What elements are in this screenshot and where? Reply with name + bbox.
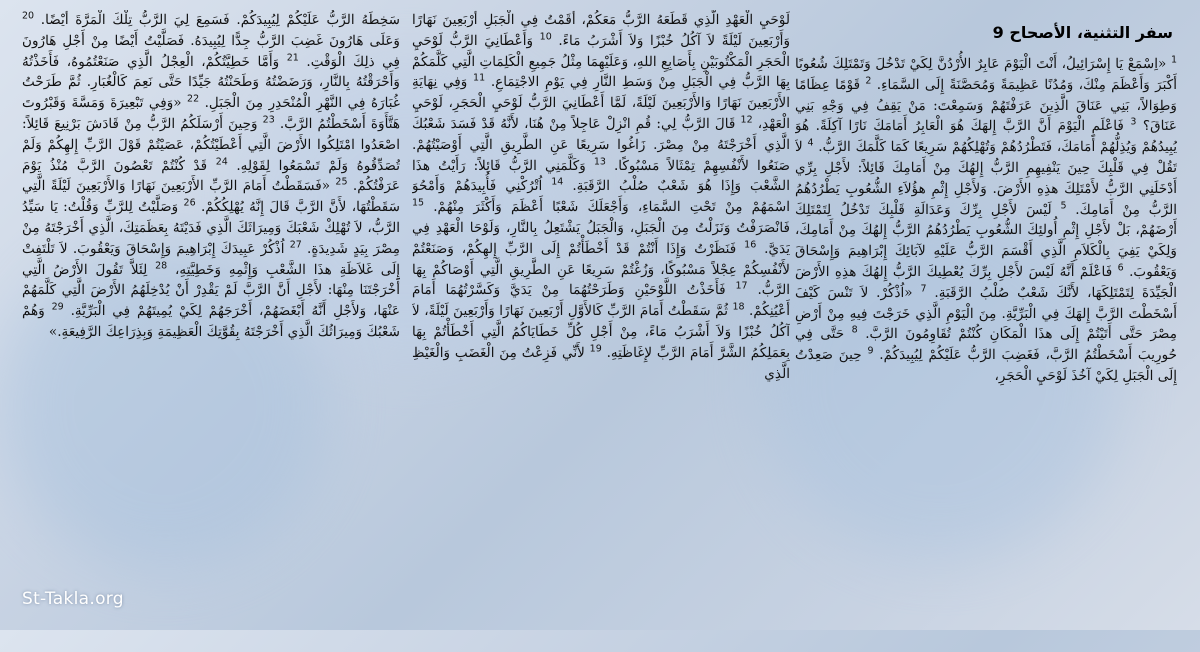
- verse-number: 11: [473, 72, 486, 84]
- verse-number: 8: [851, 324, 858, 336]
- verse-number: 2: [865, 75, 872, 87]
- verse-text: وَأَمَّا خَطِيَّتُكُمْ، الْعِجْلُ الَّذِي صَنَعْتُمُوهُ، فَأَخَذْتُهُ وَأَحْرَقْتُهُ بِالنَّارِ، وَرَضَضْتُهُ وَطَحَنْتُهُ جَيِّدًا حَتَّى نَعِمَ كَالْغُبَارِ. ثُمَّ طَرَحْتُ غُبَارَهُ فِي النَّهْرِ الْمُنْحَدِرِ مِنَ الْجَبَلِ.: [22, 53, 400, 112]
- verse-text: قَوْمًا عِظَامًا وَطِوَالاً، بَنِي عَنَاقَ الَّذِينَ عَرَفْتَهُمْ وَسَمِعْتَ: مَنْ يَقِفُ فِي وَجْهِ بَنِي عَنَاقَ؟: [795, 76, 1177, 135]
- verse-text: وَصَلَّيْتُ لِلرَّبِّ وَقُلْتُ: يَا سَيِّدُ الرَّبُّ، لاَ تُهْلِكْ شَعْبَكَ وَمِيرَاثَكَ الَّذِي فَدَيْتَهُ بِعَظَمَتِكَ، الَّذِي أَخْرَجْتَهُ مِنْ مِصْرَ بِيَدٍ شَدِيدَةٍ.: [22, 199, 400, 257]
- verse-number: 12: [740, 114, 753, 126]
- verse-number: 4: [807, 137, 814, 149]
- verse-number: 26: [183, 197, 196, 209]
- verse-text: فَنَظَرْتُ وَإِذَا أَنْتُمْ قَدْ أَخْطَأْتُمْ إِلَى الرَّبِّ إِلهِكُمْ، وَصَنَعْتُمْ لأَنْفُسِكُمْ عِجْلاً مَسْبُوكًا، وَزُغْتُمْ سَرِيعًا عَنِ الطَّرِيقِ الَّتِي أَوْصَاكُمْ بِهَا الرَّبُّ.: [412, 240, 790, 299]
- verse-number: 3: [1130, 116, 1137, 128]
- verse-number: 13: [593, 156, 606, 168]
- verse-text: «اِسْمَعْ يَا إِسْرَائِيلُ، أَنْتَ الْيَوْمَ عَابِرٌ الأُرْدُنَّ لِكَيْ تَدْخُلَ وَتَمْتَلِكَ شُعُوبًا أَكْبَرَ وَأَعْظَمَ مِنْكَ، وَمُدُنًا عَظِيمَةً وَمُحَصَّنَةً إِلَى السَّمَاءِ.: [795, 56, 1177, 93]
- verse-text: وَأَعْطَانِيَ الرَّبُّ لَوْحَيِ الْحَجَرِ الْمَكْتُوبَيْنِ بِأَصَابِعِ اللهِ، وَعَلَيْهِمَا مِثْلُ جَمِيعِ الْكَلِمَاتِ الَّتِي كَلَّمَكُمْ بِهَا الرَّبُّ فِي الْجَبَلِ مِنْ وَسَطِ النَّارِ فِي يَوْمِ الاجْتِمَاعِ.: [412, 32, 790, 91]
- verse-number: 23: [262, 114, 275, 126]
- verse-text: حِينَ صَعِدْتُ إِلَى الْجَبَلِ لِكَيْ آخُذَ لَوْحَيِ الْحَجَرِ،: [795, 347, 1177, 384]
- verse-number: 17: [735, 280, 748, 292]
- verse-text: فَانْصَرَفْتُ وَنَزَلْتُ مِنَ الْجَبَلِ، وَالْجَبَلُ يَشْتَعِلُ بِالنَّارِ، وَلَوْحَا الْعَهْدِ فِي يَدَيَّ.: [412, 219, 790, 257]
- verse-text: وَحِينَ أَرْسَلَكُمُ الرَّبُّ مِنْ قَادَشَ بَرْنِيعَ قَائِلاً: اصْعَدُوا امْتَلِكُوا الأَرْضَ الَّتِي أَعْطَيْتُكُمْ، عَصَيْتُمْ قَوْلَ الرَّبِّ إِلهِكُمْ وَلَمْ تُصَدِّقُوهُ وَلَمْ تَسْمَعُوا لِقَوْلِهِ.: [22, 115, 400, 174]
- column-left: [22, 10, 400, 640]
- verse-number: 1: [1170, 54, 1177, 66]
- verse-text: وَكَلَّمَنِي الرَّبُّ قَائِلاً: رَأَيْتُ هذَا الشَّعْبَ وَإِذَا هُوَ شَعْبٌ صُلْبُ الرَّقَبَةِ.: [412, 157, 790, 195]
- column-left-body: [22, 10, 400, 343]
- continued-text: سَخِطَهُ الرَّبُّ عَلَيْكُمْ لِيُبِيدَكُمْ. فَسَمِعَ لِيَ الرَّبُّ تِلْكَ الْمَرَّةَ أَيْضًا.: [40, 12, 400, 28]
- verse-text: «اُذْكُرْ. لاَ تَنْسَ كَيْفَ أَسْخَطْتَ الرَّبَّ إِلهَكَ فِي الْبَرِّيَّةِ. مِنَ الْيَوْمِ الَّذِي خَرَجْتَ فِيهِ مِنْ أَرْضِ مِصْرَ حَتَّى أَتَيْتُمْ إِلَى هذَا الْمَكَانِ كُنْتُمْ تُقَاوِمُونَ الرَّبَّ.: [795, 284, 1177, 343]
- site-watermark: St-Takla.org: [22, 589, 124, 609]
- verse-number: 28: [155, 260, 168, 272]
- verse-text: فَاعْلَمِ الْيَوْمَ أَنَّ الرَّبَّ إِلهَكَ هُوَ الْعَابِرُ أَمَامَكَ نَارًا آكِلَةً. هُوَ يُبِيدُهُمْ وَيُذِلُّهُمْ أَمَامَكَ، فَتَطْرُدُهُمْ وَتُهْلِكُهُمْ سَرِيعًا كَمَا كَلَّمَكَ الرَّبُّ.: [795, 118, 1177, 156]
- verse-number: 20: [22, 10, 35, 22]
- verse-number: 25: [335, 176, 348, 188]
- column-middle: [412, 10, 790, 640]
- verse-text: اُذْكُرْ عَبِيدَكَ إِبْرَاهِيمَ وَإِسْحَاقَ وَيَعْقُوبَ. لاَ تَلْتَفِتْ إِلَى غَلاَظَةِ هذَا الشَّعْبِ وَإِثْمِهِ وَخَطِيَّتِهِ،: [22, 240, 400, 278]
- verse-number: 9: [867, 345, 874, 357]
- verse-text: «فَسَقَطْتُ أَمَامَ الرَّبِّ الأَرْبَعِينَ نَهَارًا وَالأَرْبَعِينَ لَيْلَةً الَّتِي سَقَطْتُهَا، لأَنَّ الرَّبَّ قَالَ إِنَّهُ يُهْلِكُكُمْ.: [22, 178, 400, 216]
- verse-text: حَتَّى فِي حُورِيبَ أَسْخَطْتُمُ الرَّبَّ، فَغَضِبَ الرَّبُّ عَلَيْكُمْ لِيُبِيدَكُمْ.: [795, 326, 1177, 364]
- verse-text: قَدْ كُنْتُمْ تَعْصُونَ الرَّبَّ مُنْذُ يَوْمَ عَرَفْتُكُمْ.: [22, 157, 400, 195]
- verse-number: 19: [589, 343, 602, 355]
- verse-number: 7: [920, 283, 927, 295]
- verse-number: 18: [732, 301, 745, 313]
- verse-text: اُتْرُكْنِي فَأُبِيدَهُمْ وَأَمْحُوَ اسْمَهُمْ مِنْ تَحْتِ السَّمَاءِ، وَأَجْعَلَكَ شَعْبًا أَعْظَمَ وَأَكْثَرَ مِنْهُمْ.: [412, 178, 790, 216]
- verse-number: 14: [551, 176, 564, 188]
- column-middle-body: [412, 10, 790, 384]
- verse-text: فَأَخَذْتُ اللَّوْحَيْنِ وَطَرَحْتُهُمَا مِنْ يَدَيَّ وَكَسَّرْتُهُمَا أَمَامَ أَعْيُنِكُمْ.: [412, 282, 790, 320]
- continued-text: لَوْحَيِ الْعَهْدِ الَّذِي قَطَعَهُ الرَّبُّ مَعَكُمْ، أَقَمْتُ فِي الْجَبَلِ أَرْبَعِينَ نَهَارًا وَأَرْبَعِينَ لَيْلَةً لاَ آكُلُ خُبْزًا وَلاَ أَشْرَبُ مَاءً.: [412, 12, 790, 49]
- verse-number: 21: [286, 52, 299, 64]
- chapter-title: سفر التثنية، الأصحاح 9: [992, 23, 1173, 42]
- verse-number: 16: [744, 239, 757, 251]
- verse-text: لاَ تَقُلْ فِي قَلْبِكَ حِينَ يَنْفِيهِمِ الرَّبُّ إِلهُكَ مِنْ أَمَامِكَ قَائِلاً: لأَجْلِ بِرِّي أَدْخَلَنِي الرَّبُّ لأَمْتَلِكَ هذِهِ الأَرْضَ. وَلأَجْلِ إِثْمِ هؤُلاَءِ الشُّعُوبِ يَطْرُدُهُمُ الرَّبُّ مِنْ أَمَامِكَ.: [795, 139, 1177, 218]
- verse-number: 27: [289, 239, 302, 251]
- column-right: [795, 22, 1177, 652]
- verse-text: وَعَلَى هَارُونَ غَضِبَ الرَّبُّ جِدًّا لِيُبِيدَهُ. فَصَلَّيْتُ أَيْضًا مِنْ أَجْلِ هَارُونَ فِي ذلِكَ الْوَقْتِ.: [22, 32, 400, 70]
- verse-text: لَيْسَ لأَجْلِ بِرِّكَ وَعَدَالَةِ قَلْبِكَ تَدْخُلُ لِتَمْتَلِكَ أَرْضَهُمْ، بَلْ لأَجْلِ إِثْمِ أُولئِكَ الشُّعُوبِ يَطْرُدُهُمُ الرَّبُّ إِلهُكَ مِنْ أَمَامِكَ، وَلِكَيْ يَفِيَ بِالْكَلاَمِ الَّذِي أَقْسَمَ الرَّبُّ عَلَيْهِ لآبَائِكَ إِبْرَاهِيمَ وَإِسْحَاقَ وَيَعْقُوبَ.: [795, 201, 1177, 280]
- verse-text: فَاعْلَمْ أَنَّهُ لَيْسَ لأَجْلِ بِرِّكَ يُعْطِيكَ الرَّبُّ إِلهُكَ هذِهِ الأَرْضَ الْجَيِّدَةَ لِتَمْتَلِكَهَا، لأَنَّكَ شَعْبٌ صُلْبُ الرَّقَبَةِ.: [795, 263, 1177, 301]
- verse-number: 15: [412, 197, 425, 209]
- verse-number: 29: [51, 301, 64, 313]
- verse-number: 24: [215, 156, 228, 168]
- verse-text: وَهُمْ شَعْبُكَ وَمِيرَاثُكَ الَّذِي أَخْرَجْتَهُ بِقُوَّتِكَ الْعَظِيمَةِ وَبِذِرَاعِكَ الرَّفِيعَةِ.»: [22, 303, 400, 340]
- verse-number: 22: [187, 93, 200, 105]
- verse-number: 6: [1117, 262, 1124, 274]
- verse-text: ثُمَّ سَقَطْتُ أَمَامَ الرَّبِّ كَالأَوَّلِ أَرْبَعِينَ نَهَارًا وَأَرْبَعِينَ لَيْلَةً، لاَ آكُلُ خُبْزًا وَلاَ أَشْرَبُ مَاءً، مِنْ أَجْلِ كُلِّ خَطَايَاكُمُ الَّتِي أَخْطَأْتُمْ بِهَا بِعَمَلِكُمُ الشَّرَّ أَمَامَ الرَّبِّ لإِغَاظَتِهِ.: [412, 303, 790, 361]
- column-right-body: [795, 54, 1177, 387]
- verse-text: قَالَ الرَّبُّ لِي: قُمِ انْزِلْ عَاجِلاً مِنْ هُنَا، لأَنَّهُ قَدْ فَسَدَ شَعْبُكَ الَّذِي أَخْرَجْتَهُ مِنْ مِصْرَ. زَاغُوا سَرِيعًا عَنِ الطَّرِيقِ الَّتِي أَوْصَيْتُهُمْ. صَنَعُوا لأَنْفُسِهِمْ تِمْثَالاً مَسْبُوكًا.: [412, 115, 790, 174]
- verse-text: لأَنِّي فَزِعْتُ مِنَ الْغَضَبِ وَالْغَيْظِ الَّذِي: [412, 344, 790, 382]
- verse-text: «وَفِي تَبْعِيرَةَ وَمَسَّةَ وَقَبْرُوتَ هَتَّأَوَةَ أَسْخَطْتُمُ الرَّبَّ.: [22, 95, 400, 132]
- verse-text: لِئَلاَّ تَقُولَ الأَرْضُ الَّتِي أَخْرَجْتَنَا مِنْهَا: لأَجْلِ أَنَّ الرَّبَّ لَمْ يَقْدِرْ أَنْ يُدْخِلَهُمُ الأَرْضَ الَّتِي كَلَّمَهُمْ عَنْهَا، وَلأَجْلِ أَنَّهُ أَبْغَضَهُمْ، أَخْرَجَهُمْ لِكَيْ يُمِيتَهُمْ فِي الْبَرِّيَّةِ.: [22, 261, 400, 320]
- verse-text: وَفِي نِهَايَةِ الأَرْبَعِينَ نَهَارًا وَالأَرْبَعِينَ لَيْلَةً، لَمَّا أَعْطَانِيَ الرَّبُّ لَوْحَيِ الْحَجَرِ، لَوْحَيِ الْعَهْدِ،: [412, 74, 790, 132]
- verse-number: 5: [1060, 200, 1067, 212]
- verse-number: 10: [539, 31, 552, 43]
